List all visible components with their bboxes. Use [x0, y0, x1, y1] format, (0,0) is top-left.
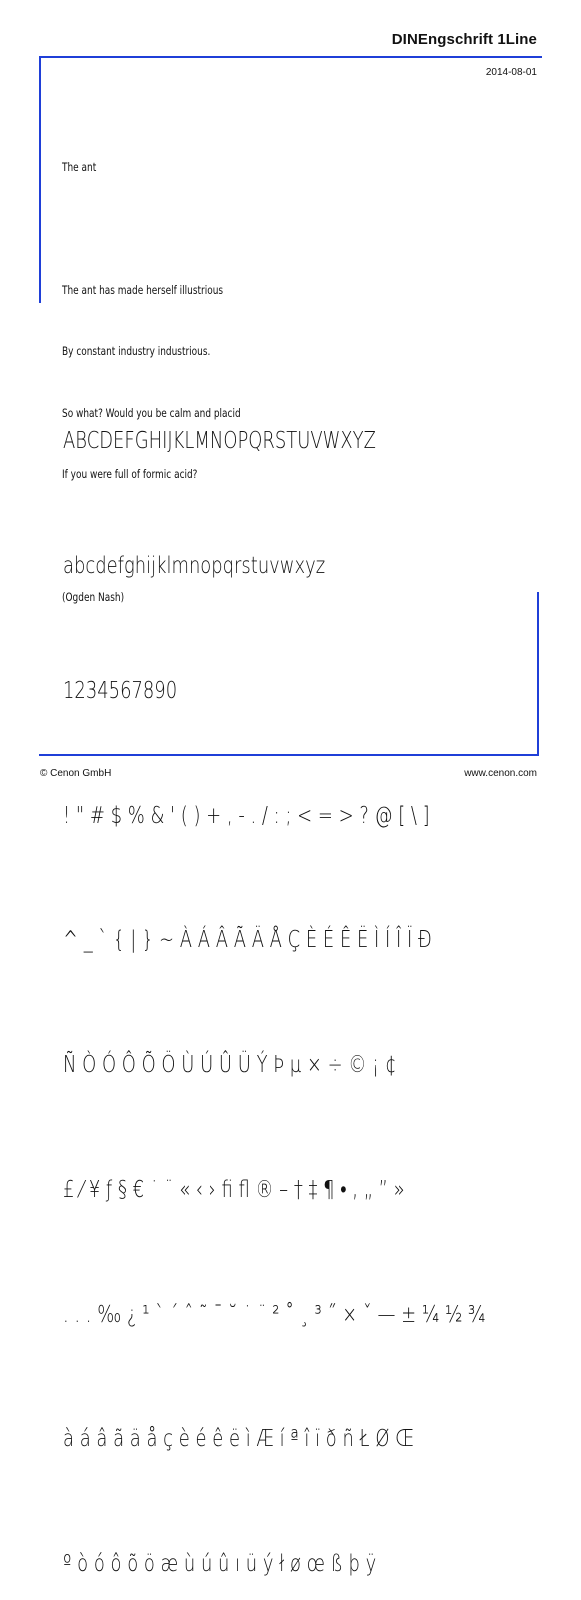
- poem-author: (Ogden Nash): [62, 589, 125, 604]
- specimen-line-lowercase: abcdefghijklmnopqrstuvwxyz: [63, 552, 326, 579]
- specimen-line-accented-upper: Ñ Ò Ó Ô Õ Ö Ù Ú Û Ü Ý Þ µ × ÷ © ¡ ¢: [63, 1052, 397, 1079]
- specimen-line-symbols: ^ _ ` { | } ~ À Á Â Ã Ä Å Ç È É Ê Ë Ì Í Î Ï Ð: [63, 927, 432, 954]
- specimen-line-currency: £ ⁄ ¥ ƒ § € ˙ ¨ « ‹ › ﬁ ﬂ ® – † ‡ ¶ • ‚ „ ” »: [63, 1176, 405, 1203]
- specimen-line-digits: 1234567890: [63, 677, 178, 704]
- top-rule: [39, 56, 542, 58]
- specimen-line-accented-lower: à á â ã ä å ç è é ê ë ì Æ í ª î ï ð ñ Ł Ø Œ: [63, 1426, 415, 1453]
- specimen-line-punctuation: ! " # $ % & ' ( ) + , - . / : ; < = > ? @ [ \ ]: [63, 802, 430, 829]
- glyph-specimen: [63, 338, 485, 1600]
- specimen-line-diacritics: . . . ‰ ¿ ¹ ` ´ ˆ ˜ ¯ ˘ ˙ ¨ ² ˚ ¸ ³ ˝ × ˇ — ± ¼ ½ ¾: [63, 1301, 486, 1328]
- poem-spacer: [62, 219, 241, 239]
- footer-website: www.cenon.com: [464, 768, 537, 779]
- specimen-line-uppercase: ABCDEFGHIJKLMNOPQRSTUVWXYZ: [63, 428, 376, 455]
- specimen-line-accented-lower-2: º ò ó ô õ ö æ ù ú û ı ü ý ł ø œ ß þ ÿ: [63, 1551, 377, 1578]
- poem-line: If you were full of formic acid?: [62, 467, 198, 481]
- footer-copyright: © Cenon GmbH: [40, 768, 112, 779]
- poem-line: The ant has made herself illustrious: [62, 282, 224, 297]
- document-title: DINEngschrift 1Line: [391, 31, 537, 48]
- left-rule: [39, 56, 41, 303]
- poem-line: So what? Would you be calm and placid: [62, 405, 241, 420]
- right-rule: [537, 592, 539, 754]
- document-date: 2014-08-01: [485, 67, 537, 78]
- poem-line: By constant industry industrious.: [62, 344, 211, 358]
- bottom-rule: [39, 754, 539, 756]
- poem-title: The ant: [62, 160, 97, 174]
